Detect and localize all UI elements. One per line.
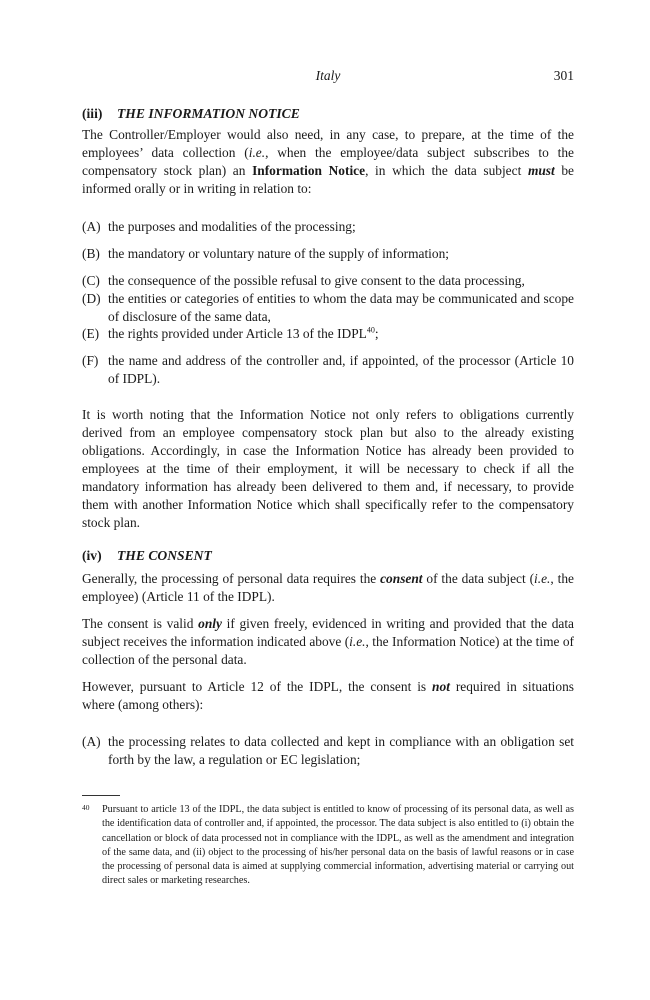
page-number: 301: [553, 68, 574, 83]
section-title: THE CONSENT: [117, 548, 212, 563]
list-item: (A) the purposes and modalities of the processing;: [82, 219, 356, 234]
list-item: (B) the mandatory or voluntary nature of the supply of information;: [82, 246, 450, 261]
section-number: (iv): [82, 548, 102, 563]
footnote-ref: 40: [366, 325, 375, 335]
footnote-number: 40: [82, 803, 90, 812]
list-item: (F) the name and address of the controller and, if appointed, of the processor (Article 10 of IDPL).: [82, 353, 574, 386]
list-item: (A) the processing relates to data collected and kept in compliance with an obligation set forth by the law, a regulation or EC legislation;: [82, 734, 574, 767]
information-notice-closing: It is worth noting that the Information Notice not only refers to obligations currently derived from an employee compensatory stock plan but also to the already existing obligations. Accordingly, in case the Information Notice has already been provided to employees at the time of their employment, it will be necessary to check if all the mandatory information has already been delivered to them and, if necessary, to provide them with another Information Notice which shall specifically refer to the compensatory stock plan.: [82, 407, 574, 530]
running-head: [82, 68, 574, 88]
footnote: [82, 803, 574, 889]
consent-paragraph-3: However, pursuant to Article 12 of the IDPL, the consent is not required in situations where (among others):: [82, 679, 575, 712]
list-item: (D) the entities or categories of entities to whom the data may be communicated and scope of disclosure of the same data,: [82, 291, 574, 324]
footnote-text: Pursuant to article 13 of the IDPL, the data subject is entitled to know of processing of its personal data, as well as the identification data of controller and, if appointed, the processor. The data subject is also entitled to (i) obtain the cancellation or block of data processed not in compliance with the IDPL, as well as the amendment and integration of the same data, and (ii) object to the processing of his/her personal data on the basis of lawful reasons or in case the processing of personal data is aimed at supplying commercial information, advertising material or carrying out direct sales or marketing researches.: [102, 804, 574, 887]
list-item: (C) the consequence of the possible refusal to give consent to the data processing,: [82, 273, 525, 288]
footnote-rule: [82, 795, 120, 796]
running-head-title: Italy: [315, 68, 341, 83]
consent-paragraph-2: The consent is valid only if given freely, evidenced in writing and provided that the data subject receives the information indicated above (i.e., the Information Notice) at the time of collection of the personal data.: [82, 616, 574, 667]
section-heading-information-notice: [82, 106, 300, 122]
information-notice-intro: The Controller/Employer would also need, in any case, to prepare, at the time of the employees’ data collection (i.e., when the employee/data subject subscribes to the compensatory stock plan) an Information Notice, in which the data subject must be informed orally or in writing in relation to:: [82, 127, 575, 196]
list-item: (E) the rights provided under Article 13 of the IDPL$^{40}$;: [82, 325, 379, 341]
section-title: THE INFORMATION NOTICE: [117, 106, 300, 121]
section-heading-consent: [82, 548, 212, 564]
consent-paragraph-1: Generally, the processing of personal data requires the consent of the data subject (i.e., the employee) (Article 11 of the IDPL).: [82, 571, 574, 604]
section-number: (iii): [82, 106, 103, 121]
